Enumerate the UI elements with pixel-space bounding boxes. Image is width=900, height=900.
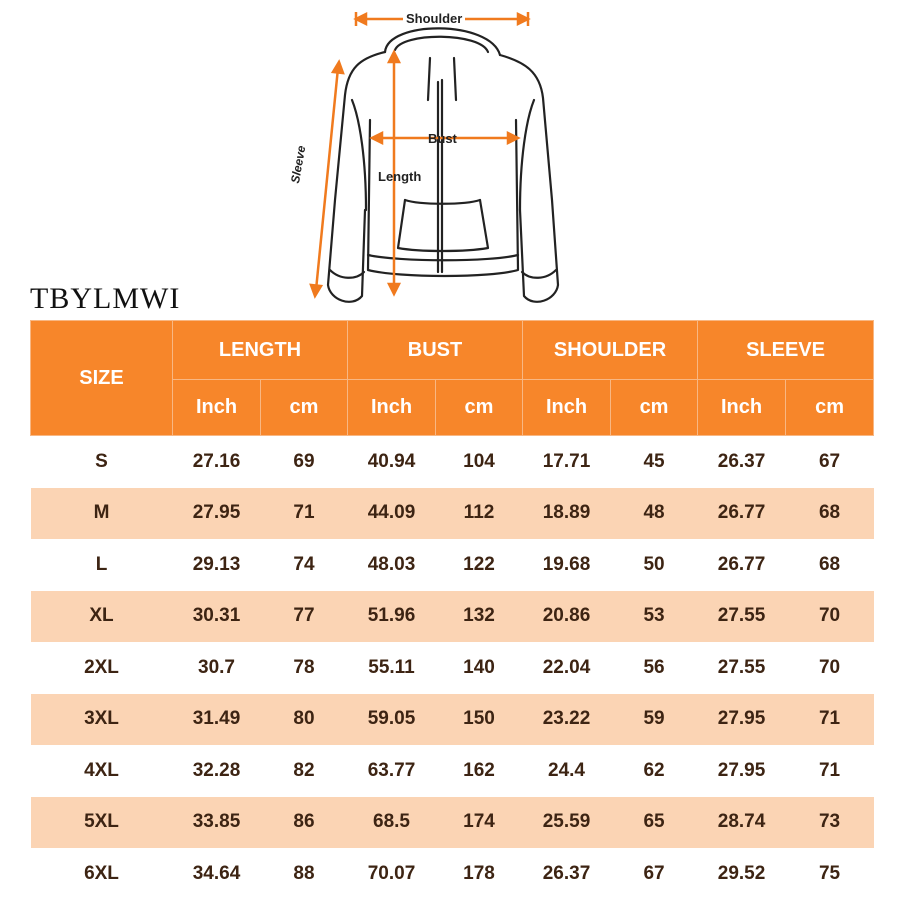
size-chart-table [30, 320, 874, 900]
table-row [31, 848, 874, 900]
measurement-cell: 65 [611, 797, 698, 849]
measurement-cell: 63.77 [348, 745, 436, 797]
size-cell: 6XL [31, 848, 173, 900]
measurement-cell: 51.96 [348, 591, 436, 643]
measurement-cell: 67 [786, 436, 874, 488]
measurement-cell: 34.64 [173, 848, 261, 900]
length-header: LENGTH [173, 321, 348, 380]
measurement-cell: 62 [611, 745, 698, 797]
table-row [31, 797, 874, 849]
bust-cm-header: cm [436, 380, 523, 436]
measurement-cell: 70 [786, 642, 874, 694]
measurement-cell: 77 [261, 591, 348, 643]
measurement-cell: 27.55 [698, 642, 786, 694]
measurement-cell: 70 [786, 591, 874, 643]
measurement-cell: 67 [611, 848, 698, 900]
size-rows [31, 436, 874, 900]
measurement-cell: 26.37 [523, 848, 611, 900]
measurement-cell: 40.94 [348, 436, 436, 488]
hoodie-measurement-diagram [290, 0, 590, 320]
measurement-cell: 26.77 [698, 488, 786, 540]
measurement-cell: 27.16 [173, 436, 261, 488]
table-row [31, 488, 874, 540]
table-row [31, 539, 874, 591]
bust-header: BUST [348, 321, 523, 380]
measurement-cell: 75 [786, 848, 874, 900]
measurement-cell: 150 [436, 694, 523, 746]
measurement-cell: 69 [261, 436, 348, 488]
measurement-cell: 20.86 [523, 591, 611, 643]
measurement-cell: 48 [611, 488, 698, 540]
measurement-cell: 88 [261, 848, 348, 900]
measurement-cell: 18.89 [523, 488, 611, 540]
size-cell: 5XL [31, 797, 173, 849]
measurement-cell: 68 [786, 539, 874, 591]
table-row [31, 694, 874, 746]
measurement-cell: 27.95 [698, 694, 786, 746]
length-inch-header: Inch [173, 380, 261, 436]
measurement-cell: 71 [786, 694, 874, 746]
measurement-cell: 25.59 [523, 797, 611, 849]
sleeve-label: Sleeve [288, 144, 309, 185]
measurement-cell: 78 [261, 642, 348, 694]
measurement-cell: 23.22 [523, 694, 611, 746]
measurement-cell: 50 [611, 539, 698, 591]
measurement-cell: 68.5 [348, 797, 436, 849]
measurement-cell: 70.07 [348, 848, 436, 900]
sleeve-cm-header: cm [786, 380, 874, 436]
measurement-cell: 19.68 [523, 539, 611, 591]
table-row [31, 436, 874, 488]
hoodie-illustration [290, 0, 590, 320]
length-label: Length [378, 169, 422, 184]
measurement-cell: 162 [436, 745, 523, 797]
measurement-cell: 22.04 [523, 642, 611, 694]
measurement-cell: 82 [261, 745, 348, 797]
length-cm-header: cm [261, 380, 348, 436]
measurement-cell: 26.77 [698, 539, 786, 591]
brand-name: TBYLMWI [30, 282, 181, 315]
measurement-cell: 122 [436, 539, 523, 591]
table-row [31, 591, 874, 643]
shoulder-inch-header: Inch [523, 380, 611, 436]
size-cell: 2XL [31, 642, 173, 694]
measurement-cell: 26.37 [698, 436, 786, 488]
size-cell: XL [31, 591, 173, 643]
measurement-cell: 71 [261, 488, 348, 540]
measurement-cell: 29.13 [173, 539, 261, 591]
measurement-cell: 132 [436, 591, 523, 643]
sleeve-header: SLEEVE [698, 321, 874, 380]
measurement-cell: 30.31 [173, 591, 261, 643]
measurement-cell: 68 [786, 488, 874, 540]
measurement-cell: 140 [436, 642, 523, 694]
measurement-cell: 53 [611, 591, 698, 643]
shoulder-header: SHOULDER [523, 321, 698, 380]
measurement-cell: 30.7 [173, 642, 261, 694]
measurement-cell: 24.4 [523, 745, 611, 797]
measurement-cell: 74 [261, 539, 348, 591]
measurement-cell: 86 [261, 797, 348, 849]
table-row [31, 745, 874, 797]
measurement-cell: 48.03 [348, 539, 436, 591]
size-cell: 4XL [31, 745, 173, 797]
measurement-cell: 178 [436, 848, 523, 900]
shoulder-cm-header: cm [611, 380, 698, 436]
measurement-cell: 73 [786, 797, 874, 849]
measurement-cell: 112 [436, 488, 523, 540]
size-cell: M [31, 488, 173, 540]
size-cell: 3XL [31, 694, 173, 746]
sleeve-inch-header: Inch [698, 380, 786, 436]
size-cell: S [31, 436, 173, 488]
measurement-cell: 27.55 [698, 591, 786, 643]
shoulder-label: Shoulder [403, 11, 465, 26]
measurement-cell: 32.28 [173, 745, 261, 797]
measurement-cell: 174 [436, 797, 523, 849]
measurement-cell: 27.95 [173, 488, 261, 540]
bust-label: Bust [428, 131, 457, 146]
measurement-cell: 71 [786, 745, 874, 797]
measurement-cell: 33.85 [173, 797, 261, 849]
measurement-cell: 31.49 [173, 694, 261, 746]
size-cell: L [31, 539, 173, 591]
bust-inch-header: Inch [348, 380, 436, 436]
measurement-cell: 27.95 [698, 745, 786, 797]
measurement-cell: 56 [611, 642, 698, 694]
table-row [31, 642, 874, 694]
header-group-row [31, 321, 874, 380]
measurement-cell: 59.05 [348, 694, 436, 746]
measurement-cell: 59 [611, 694, 698, 746]
measurement-cell: 45 [611, 436, 698, 488]
measurement-cell: 104 [436, 436, 523, 488]
measurement-cell: 28.74 [698, 797, 786, 849]
measurement-cell: 44.09 [348, 488, 436, 540]
measurement-cell: 29.52 [698, 848, 786, 900]
measurement-cell: 55.11 [348, 642, 436, 694]
size-header: SIZE [31, 321, 173, 436]
measurement-cell: 80 [261, 694, 348, 746]
measurement-cell: 17.71 [523, 436, 611, 488]
